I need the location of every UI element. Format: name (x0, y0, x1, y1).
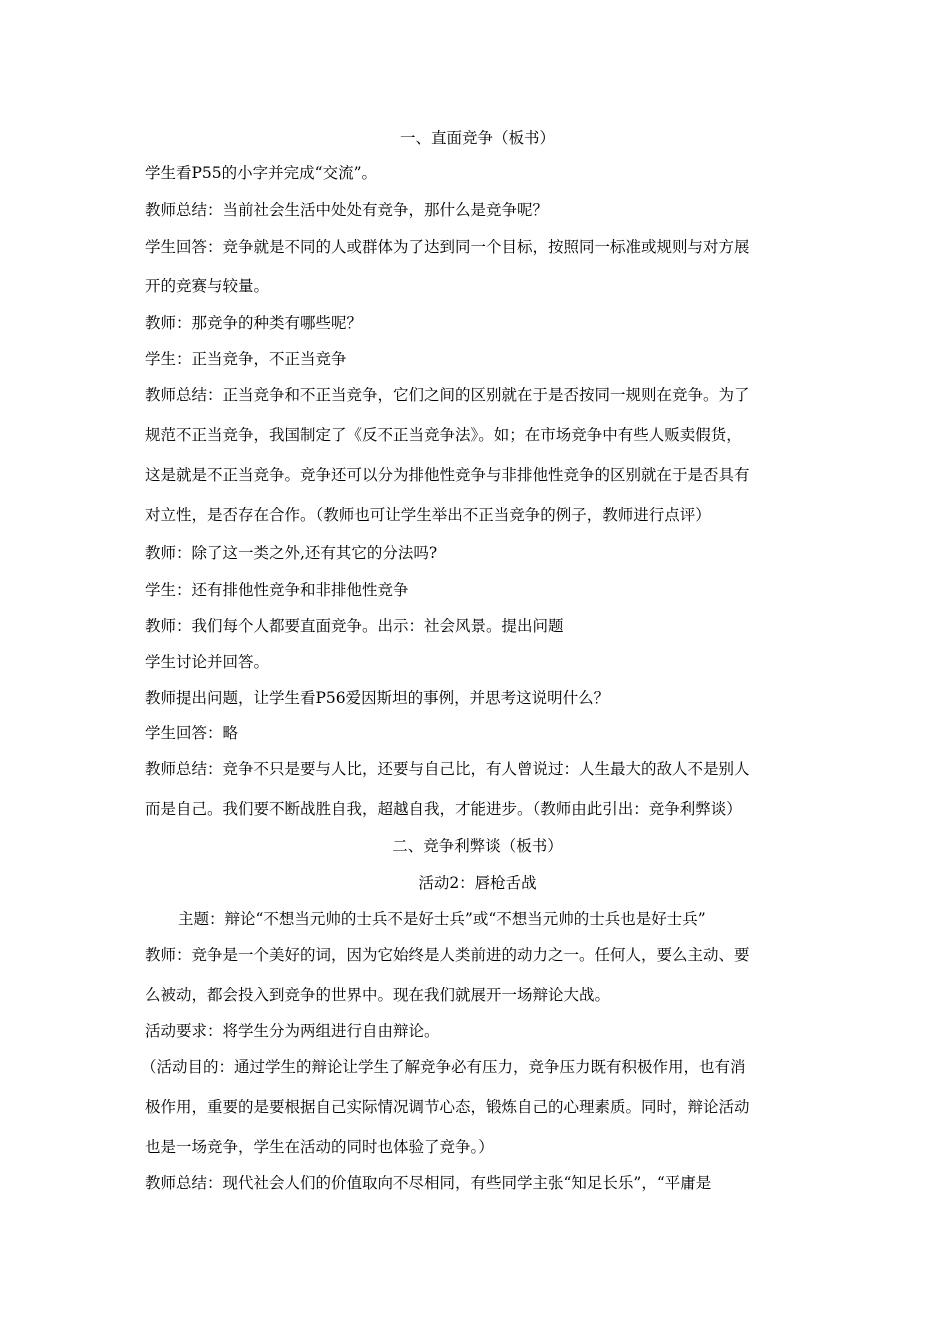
paragraph-line: 学生讨论并回答。 (145, 653, 270, 671)
paragraph-line: 活动要求：将学生分为两组进行自由辩论。 (145, 1022, 440, 1040)
paragraph-line: 极作用，重要的是要根据自己实际情况调节心态，锻炼自己的心理素质。同时，辩论活动 (145, 1098, 750, 1116)
paragraph-line: 而是自己。我们要不断战胜自我，超越自我，才能进步。（教师由此引出：竞争利弊谈） (145, 800, 742, 818)
paragraph-line: 对立性，是否存在合作。（教师也可让学生举出不正当竞争的例子，教师进行点评） (145, 506, 711, 524)
paragraph-line: 教师：除了这一类之外,还有其它的分法吗? (145, 544, 438, 562)
paragraph-line: 教师总结：正当竞争和不正当竞争，它们之间的区别就在于是否按同一规则在竞争。为了 (145, 386, 750, 404)
activity-heading: 活动2：唇枪舌战 (418, 874, 537, 892)
paragraph-line: 开的竞赛与较量。 (145, 277, 270, 295)
paragraph-line: 学生回答：略 (145, 724, 239, 742)
paragraph-line: 这是就是不正当竞争。竞争还可以分为排他性竞争与非排他性竞争的区别就在于是否具有 (145, 466, 750, 484)
paragraph-line: 么被动，都会投入到竞争的世界中。现在我们就展开一场辩论大战。 (145, 986, 611, 1004)
paragraph-line: 规范不正当竞争，我国制定了《反不正当竞争法》。如；在市场竞争中有些人贩卖假货， (145, 426, 742, 444)
paragraph-line: 教师：我们每个人都要直面竞争。出示：社会风景。提出问题 (145, 617, 564, 635)
paragraph-line: 也是一场竞争，学生在活动的同时也体验了竞争。） (145, 1138, 494, 1156)
section-heading-1: 一、直面竞争（板书） (399, 129, 555, 147)
section-heading-2: 二、竞争利弊谈（板书） (392, 837, 563, 855)
paragraph-line: 教师：那竞争的种类有哪些呢？ (145, 314, 363, 332)
paragraph-line: 学生：正当竞争，不正当竞争 (145, 350, 347, 368)
paragraph-line: 学生看P55的小字并完成“交流”。 (145, 164, 378, 182)
paragraph-line: （活动目的：通过学生的辩论让学生了解竞争必有压力，竞争压力既有积极作用，也有消 (141, 1058, 746, 1076)
paragraph-line: 教师总结：现代社会人们的价值取向不尽相同，有些同学主张“知足长乐”，“平庸是 (145, 1174, 712, 1192)
paragraph-line: 教师总结：当前社会生活中处处有竞争，那什么是竞争呢？ (145, 201, 549, 219)
paragraph-line: 教师：竞争是一个美好的词，因为它始终是人类前进的动力之一。任何人，要么主动、要 (145, 946, 750, 964)
paragraph-line: 主题：辩论“不想当元帅的士兵不是好士兵”或“不想当元帅的士兵也是好士兵” (178, 910, 706, 928)
paragraph-line: 学生回答：竞争就是不同的人或群体为了达到同一个目标，按照同一标准或规则与对方展 (145, 238, 750, 256)
paragraph-line: 学生：还有排他性竞争和非排他性竞争 (145, 581, 409, 599)
paragraph-line: 教师提出问题，让学生看P56爱因斯坦的事例，并思考这说明什么？ (145, 689, 610, 707)
paragraph-line: 教师总结：竞争不只是要与人比，还要与自己比，有人曾说过：人生最大的敌人不是别人 (145, 760, 750, 778)
